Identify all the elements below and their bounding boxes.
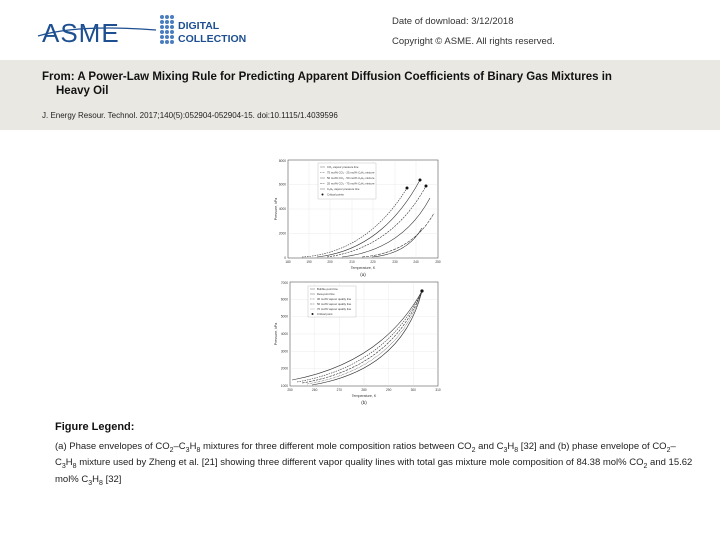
- legend-frag: mixtures for three different mole composition ratios between CO: [200, 441, 472, 452]
- legend-b-item: 50 mol% vapour quality line: [317, 302, 352, 306]
- legend-frag: H: [92, 473, 100, 485]
- x-tick: 180: [285, 260, 291, 264]
- subscript: 3: [88, 479, 93, 487]
- panel-a: [274, 159, 441, 277]
- legend-frag: [32] and (b) phase envelope of CO: [518, 441, 667, 452]
- logo-wordmark: ASME: [42, 18, 120, 48]
- panel-a-ylabel: Pressure, kPa: [274, 197, 278, 221]
- panel-a-xticks: [285, 260, 441, 264]
- logo-digital: DIGITAL: [178, 20, 220, 32]
- legend-b-item: Critical point: [317, 312, 333, 316]
- panel-b-xlabel: Temperature, K: [351, 394, 377, 398]
- legend-b-item: Bubble-point line: [317, 287, 338, 291]
- y-tick: 3000: [280, 349, 288, 354]
- subscript: 2: [666, 446, 671, 454]
- panel-a-yticks: [279, 159, 286, 260]
- subscript: 3: [185, 446, 190, 454]
- x-tick: 220: [370, 260, 376, 264]
- figure-legend-title: Figure Legend:: [55, 421, 135, 433]
- y-tick: 8000: [278, 159, 286, 163]
- legend-frag: H: [65, 457, 73, 469]
- critical-point: [406, 187, 409, 190]
- legend-frag: –C: [55, 441, 676, 469]
- asme-logo[interactable]: [38, 14, 247, 50]
- subscript: 8: [196, 446, 201, 454]
- legend-frag: [32]: [102, 473, 122, 485]
- panel-b-yticks: [281, 281, 288, 388]
- legend-b-item: 30 mol% vapour quality line: [317, 297, 352, 301]
- legend-b-item: 70 mol% vapour quality line: [317, 307, 352, 311]
- figure: [272, 158, 444, 408]
- legend-b-item: Dew-point line: [317, 292, 335, 296]
- y-tick: 2000: [278, 231, 286, 236]
- panel-a-xlabel: Temperature, K: [350, 266, 376, 270]
- logo-dots: [160, 15, 174, 44]
- figure-legend-text: [55, 441, 695, 490]
- legend-a-item: Critical points: [327, 192, 344, 197]
- panel-b: [274, 281, 441, 405]
- x-tick: 210: [349, 260, 355, 264]
- x-tick: 300: [410, 388, 416, 392]
- subscript: 8: [72, 463, 77, 471]
- x-tick: 270: [336, 388, 342, 392]
- download-date: Date of download: 3/12/2018: [392, 16, 514, 27]
- legend-frag: and C: [475, 441, 504, 452]
- subscript: 8: [99, 479, 103, 487]
- subscript: 2: [471, 446, 476, 454]
- subscript: 3: [503, 446, 508, 454]
- y-tick: 0: [284, 256, 286, 260]
- x-tick: 280: [361, 388, 367, 392]
- legend-a-item: 50 mol% CO₂ - 50 mol% C₃H₈ mixture: [327, 176, 375, 180]
- legend-a-item: 25 mol% CO₂ - 75 mol% C₃H₈ mixture: [327, 181, 375, 186]
- title-line-2: Heavy Oil: [56, 85, 109, 97]
- y-tick: 4000: [278, 207, 286, 211]
- y-tick: 4000: [280, 332, 288, 336]
- panel-b-ylabel: Pressure, kPa: [274, 322, 278, 346]
- legend-a-item: C₃H₈ vapour pressure line: [327, 187, 360, 191]
- subscript: 2: [643, 463, 648, 471]
- y-tick: 5000: [280, 314, 288, 319]
- panel-b-label: (b): [361, 400, 367, 405]
- logo-collection: COLLECTION: [178, 33, 247, 45]
- x-tick: 230: [392, 260, 398, 264]
- subscript: 3: [61, 463, 66, 471]
- subscript: 2: [169, 446, 174, 454]
- y-tick: 6000: [278, 182, 286, 187]
- y-tick: 6000: [280, 297, 288, 302]
- x-tick: 190: [306, 260, 312, 264]
- x-tick: 290: [386, 388, 392, 392]
- legend-a-item: 75 mol% CO₂ - 25 mol% C₃H₈ mixture: [327, 170, 375, 175]
- legend-frag: H: [189, 441, 197, 452]
- x-tick: 250: [287, 388, 293, 392]
- y-tick: 7000: [280, 281, 288, 285]
- citation: J. Energy Resour. Technol. 2017;140(5):052904-052904-15. doi:10.1115/1.4039596: [42, 111, 338, 120]
- legend-frag: H: [507, 441, 515, 452]
- x-tick: 240: [413, 260, 419, 264]
- y-tick: 2000: [280, 366, 288, 371]
- article-title[interactable]: [42, 70, 672, 98]
- panel-a-label: (a): [360, 272, 366, 277]
- x-tick: 260: [312, 388, 318, 392]
- legend-frag: –C: [173, 441, 186, 452]
- x-tick: 250: [435, 260, 441, 264]
- panel-b-legend: [308, 286, 356, 317]
- subscript: 8: [514, 446, 519, 454]
- x-tick: 200: [327, 260, 333, 264]
- x-tick: 310: [435, 388, 441, 392]
- legend-frag: (a) Phase envelopes of CO: [55, 441, 170, 452]
- critical-point: [419, 179, 422, 182]
- legend-a-item: CO₂ vapour pressure line: [327, 165, 359, 169]
- legend-frag: and 15.62 mol% C: [55, 457, 693, 485]
- legend-frag: mixture used by Zheng et al. [21] showing three different vapor quality lines with total gas mixture mole composition of 84.38 mol% CO: [76, 457, 644, 469]
- critical-point: [420, 289, 423, 292]
- title-line-1: From: A Power-Law Mixing Rule for Predicting Apparent Diffusion Coefficients of Binary Gas Mixtures in: [42, 71, 612, 83]
- panel-a-legend: [318, 163, 376, 199]
- y-tick: 1000: [280, 384, 288, 388]
- critical-point: [425, 185, 428, 188]
- copyright: Copyright © ASME. All rights reserved.: [392, 36, 555, 47]
- panel-b-xticks: [287, 388, 441, 392]
